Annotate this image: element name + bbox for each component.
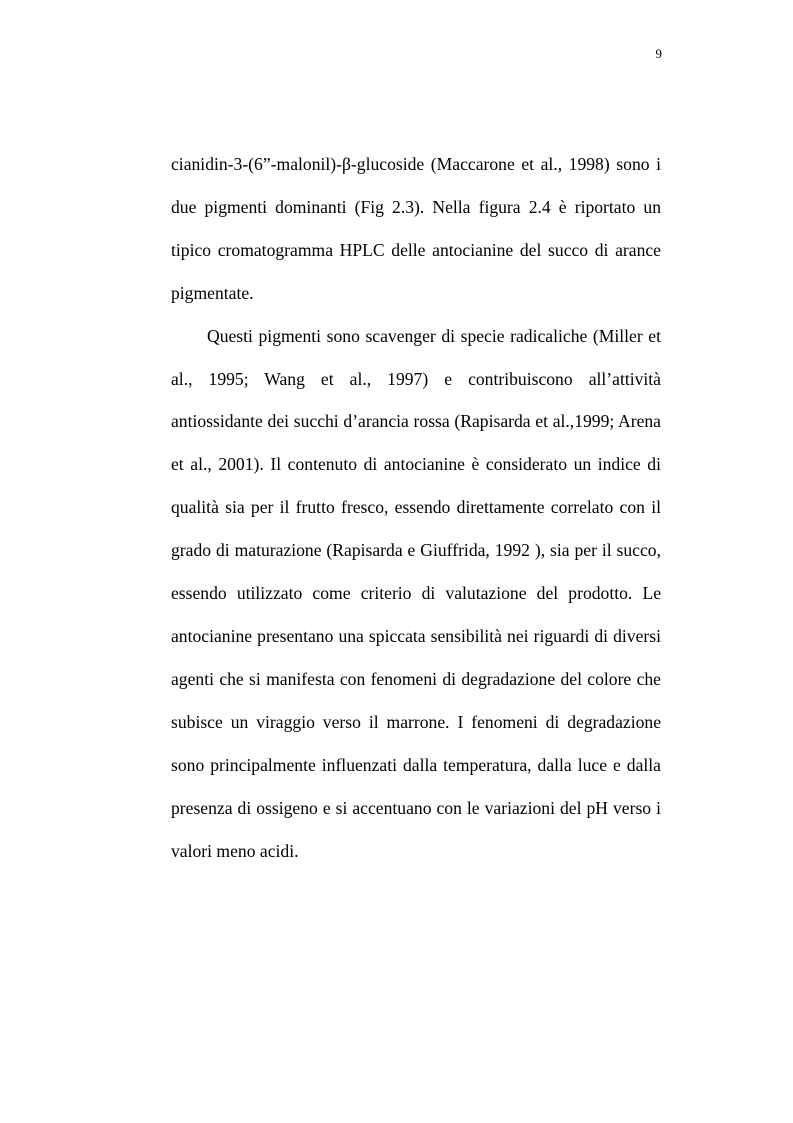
text-line: succo di arance pigmentate. xyxy=(171,239,661,303)
text-line: un viraggio verso il marrone. I fenomeni di degradazione sono xyxy=(171,711,661,775)
text-line: manifesta con fenomeni di degradazione del colore che subisce xyxy=(171,668,661,732)
text-line: presenza di ossigeno e si accentuano con le variazioni del pH xyxy=(171,797,608,818)
page-number: 9 xyxy=(655,46,662,61)
paragraph-2 xyxy=(171,315,661,873)
text-line: direttamente correlato con il grado di maturazione (Rapisarda e xyxy=(171,497,661,561)
text-line: all’attività antiossidante dei succhi d’arancia rossa (Rapisarda et xyxy=(171,368,661,432)
text-line: una spiccata sensibilità nei riguardi di diversi agenti che si xyxy=(171,625,662,689)
text-line: al.,1999; Arena et al., 2001). Il contenuto di antocianine è xyxy=(171,411,661,475)
text-line: Questi pigmenti sono scavenger di specie radicaliche xyxy=(207,325,588,346)
text-line: verso i valori meno acidi. xyxy=(171,797,661,861)
text-line: criterio di valutazione del prodotto. Le antocianine presentano xyxy=(171,583,661,646)
text-line: principalmente influenzati dalla temperatura, dalla luce e dalla xyxy=(210,754,661,775)
text-line: considerato un indice di qualità sia per il frutto fresco, essendo xyxy=(171,454,661,518)
text-line: (Miller et al., 1995; Wang et al., 1997) e contribuiscono xyxy=(171,325,661,389)
body-text xyxy=(171,143,661,872)
text-line: Giuffrida, 1992 ), sia per il succo, essendo utilizzato come xyxy=(171,540,661,604)
paragraph-1 xyxy=(171,143,661,315)
text-line: riportato un tipico cromatogramma HPLC delle antocianine del xyxy=(171,196,661,260)
text-line: cianidin-3-(6”-malonil)-β-glucoside (Maccarone et al., 1998) xyxy=(171,154,610,174)
text-line: sono i due pigmenti dominanti (Fig 2.3). Nella figura 2.4 è xyxy=(171,154,661,217)
